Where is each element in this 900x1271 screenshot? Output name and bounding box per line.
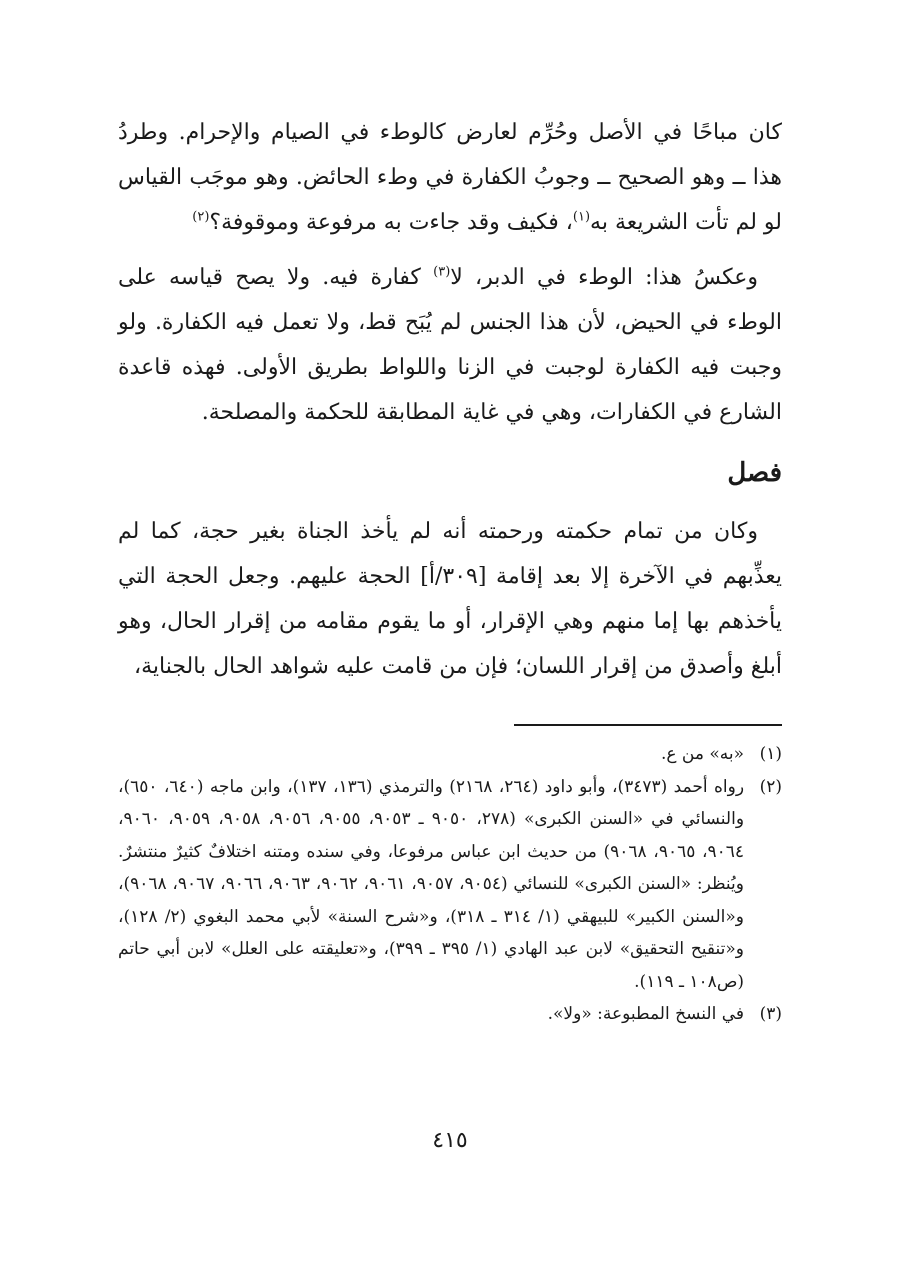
footnotes xyxy=(118,738,782,1031)
paragraph-2-text-b: كفارة فيه. ولا يصح قياسه على الوطء في الحيض، لأن هذا الجنس لم يُبَح قط، ولا تعمل فيه الكفارة. ولو وجبت فيه الكفارة لوجبت في الزنا واللواط بطريق الأولى. فهذه قاعدة الشارع في الكفارات، وهي في غاية المطابقة للحكمة والمصلحة. xyxy=(118,265,782,425)
footnote-divider xyxy=(514,724,782,726)
footnote-number: (٢) xyxy=(759,776,782,797)
footnote-ref-2: (٢) xyxy=(192,209,210,225)
footnote-2 xyxy=(118,771,782,999)
paragraph-2 xyxy=(118,255,782,435)
footnote-number: (٣) xyxy=(759,1004,782,1024)
footnote-ref-3: (٣) xyxy=(433,264,451,280)
page-number: ٤١٥ xyxy=(432,1128,468,1153)
footnote-1 xyxy=(118,738,782,771)
footnote-text: رواه أحمد (٣٤٧٣)، وأبو داود (٢٦٤، ٢١٦٨) والترمذي (١٣٦، ١٣٧)، وابن ماجه (٦٤٠، ٦٥٠)، والنسائي في «السنن الكبرى» (٢٧٨، ٩٠٥٠ ـ ٩٠٥٣، ٩٠٥٥، ٩٠٥٦، ٩٠٥٨، ٩٠٥٩، ٩٠٦٠، ٩٠٦٤، ٩٠٦٥، ٩٠٦٨) من حديث ابن عباس مرفوعا، وفي سنده ومتنه اختلافٌ كثيرٌ منتشرٌ. ويُنظر: «السنن الكبرى» للنسائي (٩٠٥٤، ٩٠٥٧، ٩٠٦١، ٩٠٦٢، ٩٠٦٣، ٩٠٦٦، ٩٠٦٧، ٩٠٦٨)، و«السنن الكبير» للبيهقي (١/ ٣١٤ ـ ٣١٨)، و«شرح السنة» لأبي محمد البغوي (٢/ ١٢٨)، و«تنقيح التحقيق» لابن عبد الهادي (١/ ٣٩٥ ـ ٣٩٩)، و«تعليقته على العلل» لابن أبي حاتم (ص١٠٨ ـ ١١٩). xyxy=(118,776,745,992)
paragraph-3: وكان من تمام حكمته ورحمته أنه لم يأخذ الجناة بغير حجة، كما لم يعذِّبهم في الآخرة إلا بعد إقامة [٣٠٩/أ] الحجة عليهم. وجعل الحجة التي يأخذهم بها إما منهم وهي الإقرار، أو ما يقوم مقامه من إقرار الحال، وهو أبلغ وأصدق من إقرار اللسان؛ فإن من قامت عليه شواهد الحال بالجناية، xyxy=(118,519,782,679)
paragraph-1 xyxy=(118,110,782,245)
footnote-number: (١) xyxy=(759,744,782,764)
paragraph-1-text-a: كان مباحًا في الأصل وحُرِّم لعارض كالوطء في الصيام والإحرام. وطردُ هذا ــ وهو الصحيح ــ وجوبُ الكفارة في وطء الحائض. وهو موجَب القياس لو لم تأت الشريعة به xyxy=(118,120,782,235)
footnote-text: «به» من ع. xyxy=(660,744,744,764)
footnote-ref-1: (١) xyxy=(572,209,591,225)
paragraph-2-text-a: وعكسُ هذا: الوطء في الدبر، لا xyxy=(450,265,759,290)
section-title: فصل xyxy=(727,458,782,488)
paragraph-1-text-b: ، فكيف وقد جاءت به مرفوعة وموقوفة؟ xyxy=(209,210,573,235)
main-text xyxy=(118,110,782,689)
footnote-3 xyxy=(118,998,782,1031)
footnote-text: في النسخ المطبوعة: «ولا». xyxy=(547,1004,744,1024)
